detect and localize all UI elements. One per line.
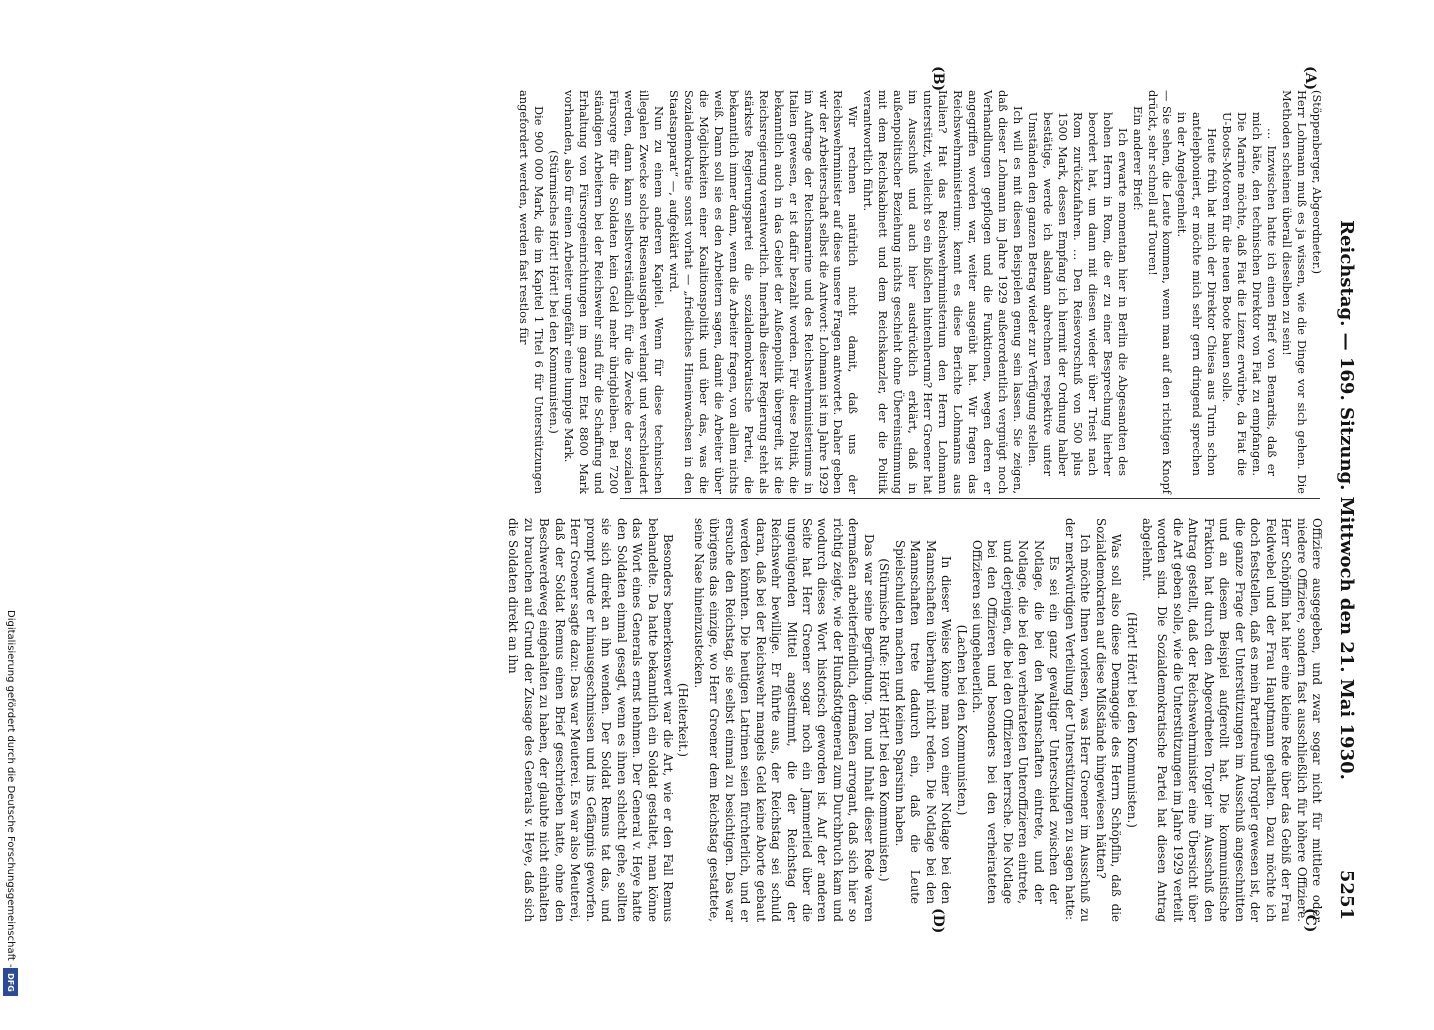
left-column: [517, 90, 1324, 494]
right-column: [505, 518, 1324, 922]
left-column-paragraph: Ein anderer Brief:: [1130, 106, 1145, 211]
left-column-paragraph: Heute früh hat mich der Direktor Chiesa aus Turin schon antelephoniert, er möchte mich sehr gern dringend sprechen in der Angelegenheit.: [1175, 112, 1220, 476]
right-column-paragraph: Offiziere ausgegeben, und zwar sogar nicht für mittlere oder niedere Offiziere, sondern fast ausschließlich für höhere Offiziere. Herr Schöpflin hat hier eine kleine Rede über das Gebiß der Frau Feldwebel und der Frau Hauptmann gehalten. Dazu möchte ich doch feststellen, daß es mein Parteifreund Torgler gewesen ist, der die ganze Frage der Unterstützungen im Ausschuß angeschnitten und an diesem Beispiel aufgerollt hat. Die kommunistische Fraktion hat durch den Abgeordneten Torgler im Ausschuß den Antrag gestellt, daß der Reichswehrminister eine Übersicht über die Art geben solle, wie die Unterstützungen im Jahre 1929 verteilt worden sind. Die Sozialdemokratische Partei hat diesen Antrag abgelehnt.: [1140, 518, 1324, 922]
document-page: [118, 60, 1358, 940]
left-column-paragraph: (Stürmisches Hört! Hört! bei den Kommunisten.): [547, 150, 562, 434]
right-column-paragraph: Was soll also diese Demagogie des Herrn Schöpflin, daß die Sozialdemokraten auf diese Mißstände hingewiesen hätten?: [1093, 518, 1124, 922]
digitization-footer: [2, 40, 20, 1000]
left-column-paragraph: Ich erwarte momentan hier in Berlin die Abgesandten des hohen Herrn in Rom, die er zu einer Besprechung hierher beordert hat, um dann mit diesen wieder über Triest nach Rom zurückzufahren. … Den Reisevorschuß von 500 plus 1500 Mark, dessen Empfang ich hiermit der Ordnung halber bestätige, werde ich alsdann abrechnen respektive unter Umständen den ganzen Betrag wieder zur Verfügung stellen.: [1025, 112, 1130, 476]
left-column-paragraph: Nun zu einem anderen Kapitel. Wenn für diese technischen illegalen Zwecke solche Riesenausgaben verlangt und verschleudert werden, dann kann selbstverständlich für die Zwecke der sozialen Fürsorge für die Soldaten kein Geld mehr übrigbleiben. Bei 7200 ständigen Arbeitern bei der Reichswehr sind für die Schaffung und Erhaltung von Fürsorgeeinrichtungen im ganzen Etat 8800 Mark vorhanden, also für einen Arbeiter ungefähr eine lumpige Mark.: [562, 90, 667, 494]
right-column-paragraph: Ich möchte Ihnen vorlesen, was Herr Groener im Ausschuß zu der merkwürdigen Verteilung der Unterstützungen zu sagen hatte:: [1062, 518, 1093, 922]
left-column-paragraph: Ich will es mit diesen Beispielen genug sein lassen. Sie zeigen, daß dieser Lohmann im Jahre 1929 außerordentlich vergnügt noch Verhandlungen gepflogen und die Funktionen, wegen deren er angegriffen worden war, weiter ausgeübt hat. Wir fragen das Reichswehrministerium: kennt es diese Berichte Lohmanns aus Italien? Hat das Reichswehrministerium den Herrn Lohmann unterstützt, vielleicht so ein bißchen hintenherum? Herr Groener hat im Ausschuß und auch hier ausdrücklich erklärt, daß in außenpolitischer Beziehung nichts geschieht ohne Übereinstimmung mit dem Reichskabinett und dem Reichskanzler, der die Politik verantwortlich führt.: [861, 90, 1025, 494]
right-column-paragraph: Es sei ein ganz gewaltiger Unterschied zwischen der Notlage, die bei den Mannschaften eintrete, und der Notlage, die bei den verheirateten Unteroffizieren eintrete, und derjenigen, die bei den Offizieren herrsche. Die Notlage bei den Offizieren und besonders bei den verheirateten Offizieren sei ungeheuerlich.: [970, 540, 1062, 904]
column-divider: [620, 498, 1320, 499]
right-column-paragraph: (Stürmische Rufe: Hört! Hört! bei den Kommunisten.): [877, 558, 892, 882]
running-title: Reichstag. — 169. Sitzung. Mittwoch den 21. Mai 1930.: [1336, 220, 1357, 780]
right-column-paragraph: Das war seine Begründung. Ton und Inhalt dieser Rede waren dermaßen arbeiterfeindlich, dermaßen arrogant, daß sich hier so richtig zeigte, wie der Hundsfottgeneral zum Durchbruch kam und wodurch dieses Wort historisch geworden ist. Auf der anderen Seite hat Herr Groener sogar noch ein Jammerlied über die ungenügenden Mittel angestimmt, die der Reichstag der Reichswehr bewillige. Er führte aus, der Reichstag sei schuld daran, daß bei der Reichswehr mangels Geld keine Aborte gebaut werden könnten. Die heutigen Latrinen seien fürchterlich, und er ersuche den Reichstag, sie selbst einmal zu besichtigen. Das war übrigens das einzige, wo Herr Groener dem Reichstag gestattete, seine Nase hineinzustecken.: [691, 518, 876, 922]
dfg-logo: DFG: [3, 968, 18, 996]
page-number: 5251: [1336, 869, 1357, 920]
left-column-paragraph: — Sie sehen, die Leute kommen, wenn man auf den richtigen Knopf drückt, sehr schnell auf Touren!: [1145, 90, 1175, 494]
left-column-paragraph: Herr Lohmann muß es ja wissen, wie die Dinge vor sich gehen. Die Methoden scheinen überall dieselben zu sein!: [1280, 90, 1310, 494]
margin-marker-b: (B): [930, 66, 946, 92]
left-column-paragraph: … Inzwischen hatte ich einen Brief von Benardis, daß er mich bäte, den technischen Direktor von Fiat zu empfangen. Die Marine möchte, daß Fiat die Lizenz erwürbe, da Fiat die U-Boots-Motoren für die neuen Boote bauen solle.: [1220, 112, 1280, 476]
footer-text: Digitalisierung gefördert durch die Deutsche Forschungsgemeinschaft -: [5, 610, 16, 968]
right-column-paragraph: (Lachen bei den Kommunisten.): [954, 624, 969, 816]
left-column-paragraph: Die 900 000 Mark, die im Kapitel 1 Titel 6 für Unterstützungen angefordert werden, werden fast restlos für: [517, 90, 547, 494]
right-column-paragraph: (Hört! Hört! bei den Kommunisten.): [1124, 612, 1139, 828]
page-header: [1334, 60, 1358, 940]
right-column-paragraph: (Heiterkeit.): [676, 682, 691, 757]
right-column-paragraph: In dieser Weise könne man von einer Notlage bei den Mannschaften überhaupt nicht reden. Die Notlage bei den Mannschaften trete dadurch ein, daß die Leute Spielschulden machen und keinen Sparsinn haben.: [892, 540, 954, 904]
left-column-paragraph: Wir rechnen natürlich nicht damit, daß uns der Reichswehrminister auf diese unsere Fragen antwortet. Daher geben wir der Arbeiterschaft selbst die Antwort: Lohmann ist im Jahre 1929 im Auftrage der Reichsmarine und des Reichswehrministeriums in Italien gewesen, er ist dafür bezahlt worden. Für diese Politik, die bekanntlich auch in das Gebiet der Außenpolitik übergreift, ist die Reichsregierung verantwortlich. Innerhalb dieser Regierung steht als stärkste Regierungspartei die sozialdemokratische Partei, die bekanntlich immer dann, wenn die Arbeiter fragen, von allem nichts weiß. Dann soll sie es den Arbeitern sagen, damit die Arbeiter über die Möglichkeiten einer Koalitionspolitik und über das, was die Sozialdemokratie sonst vorhat — „friedliches Hineinwachsen in den Staatsapparat“ —, aufgeklärt wird.: [667, 90, 861, 494]
margin-marker-c: (C): [1302, 908, 1318, 933]
right-column-paragraph: Besonders bemerkenswert war die Art, wie er den Fall Remus behandelte. Da hatte bekanntlich ein Soldat gestaltet, man könne das Wort eines Generals ernst nehmen. Der General v. Heye hatte den Soldaten einmal gesagt, wenn es ihnen schlecht gehe, sollten sie sich direkt an ihn wenden. Der Soldat Remus tat das, und prompt wurde er hinausgeschmissen und ins Gefängnis geworfen. Herr Groener sagte dazu: Das war Meuterei. Es war also Meuterei, daß der Soldat Remus einen Brief geschrieben hatte, ohne den Beschwerdeweg eingehalten zu haben, der glaubte nicht einhalten zu brauchen auf Grund der Zusage des Generals v. Heye, daß sich die Soldaten direkt an ihn: [506, 518, 675, 922]
margin-marker-a: (A): [1302, 66, 1318, 91]
margin-marker-d: (D): [930, 908, 946, 934]
left-column-paragraph: (Stöppenberger, Abgeordneter.): [1310, 90, 1324, 275]
